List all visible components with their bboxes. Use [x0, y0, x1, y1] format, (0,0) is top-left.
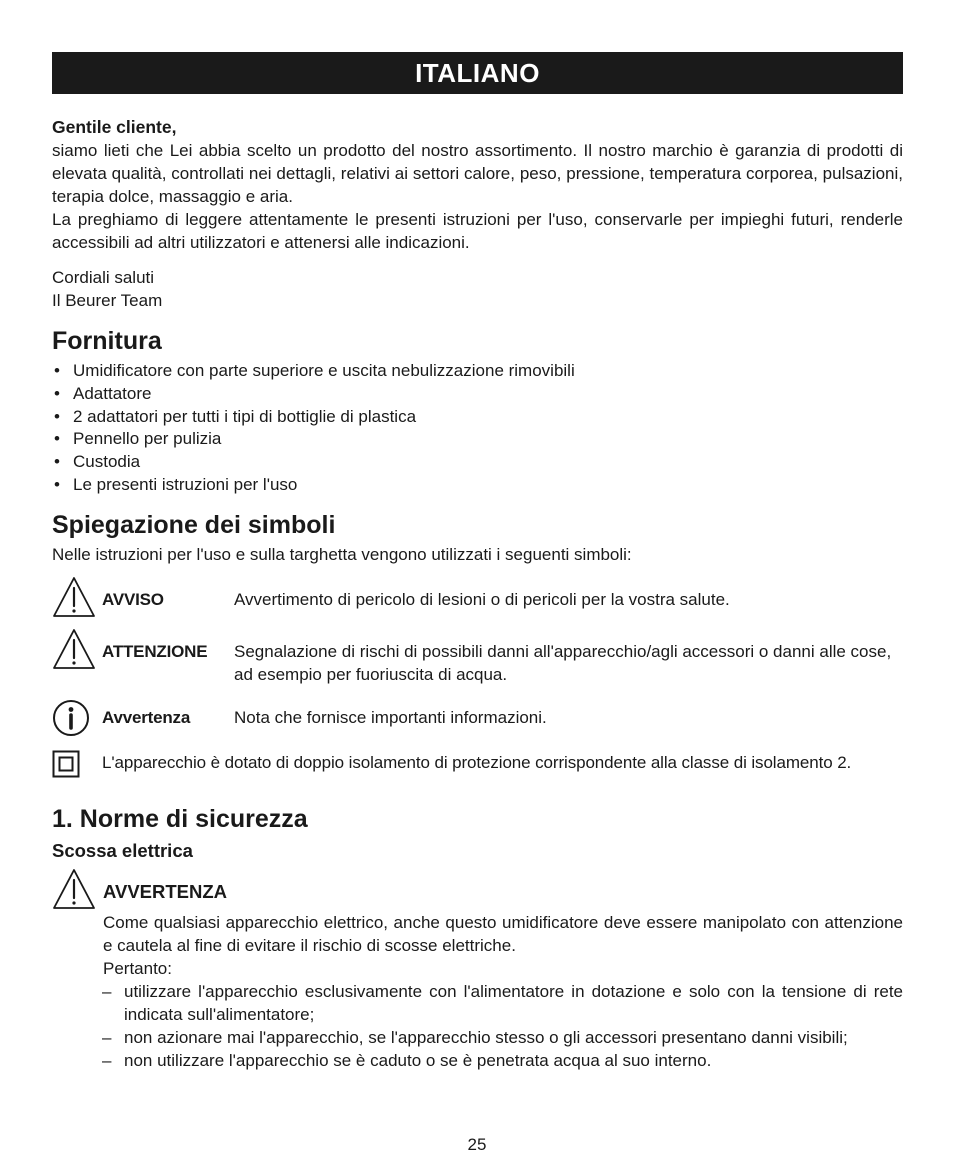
- list-item: • Umidificatore con parte superiore e uscita nebulizzazione rimovibili: [52, 360, 575, 383]
- symbol-row: [52, 628, 903, 684]
- symbol-description: Nota che fornisce importanti informazioni.: [234, 708, 547, 727]
- safety-list: [103, 980, 903, 1072]
- list-item: – non azionare mai l'apparecchio, se l'apparecchio stesso o gli accessori presentano danni visibili;: [103, 1026, 903, 1049]
- list-item: • Le presenti istruzioni per l'uso: [52, 474, 575, 497]
- symbol-row: [52, 750, 903, 800]
- symbol-row: [52, 576, 903, 626]
- list-item: – utilizzare l'apparecchio esclusivamente con l'alimentatore in dotazione e solo con la tensione di rete indicata sull'alimentatore;: [103, 980, 903, 1026]
- section-banner: [52, 52, 903, 94]
- closing-line: Cordiali saluti: [52, 268, 155, 287]
- intro-paragraph: siamo lieti che Lei abbia scelto un prodotto del nostro assortimento. Il nostro marchio è garanzia di prodotti di elevata qualità, controllati nei dettagli, relativi ai settori calore, peso, pressione, temperatura corporea, pulsazioni, terapia dolce, massaggio e aria.: [52, 141, 903, 206]
- list-item: • Custodia: [52, 451, 575, 474]
- page-number: 25: [467, 1135, 487, 1154]
- list-item: • 2 adattatori per tutti i tipi di bottiglie di plastica: [52, 406, 575, 429]
- warning-label: AVVERTENZA: [103, 881, 228, 902]
- info-circle-icon: [52, 699, 90, 742]
- warning-triangle-icon: [52, 576, 96, 623]
- list-item: • Adattatore: [52, 383, 575, 406]
- symbol-description: L'apparecchio è dotato di doppio isolamento di protezione corrispondente alla classe di isolamento 2.: [102, 753, 852, 772]
- section-heading-fornitura: Fornitura: [52, 327, 162, 355]
- closing-block: [52, 266, 903, 312]
- symbol-label: AVVISO: [102, 590, 164, 609]
- therefore-text: Pertanto:: [103, 959, 172, 978]
- subheading-scossa: Scossa elettrica: [52, 840, 193, 861]
- intro-paragraph: La preghiamo di leggere attentamente le presenti istruzioni per l'uso, conservarle per impieghi futuri, renderle accessibili ad altri utilizzatori e attenersi alle indicazioni.: [52, 210, 903, 252]
- intro-block: [52, 116, 903, 254]
- greeting: Gentile cliente,: [52, 117, 177, 137]
- section-heading-simboli: Spiegazione dei simboli: [52, 511, 336, 539]
- warning-triangle-icon: [52, 868, 96, 915]
- warning-triangle-icon: [52, 628, 96, 675]
- symbol-row: [52, 699, 903, 749]
- symbol-label: Avvertenza: [102, 708, 191, 727]
- symbol-description: Segnalazione di rischi di possibili danni all'apparecchio/agli accessori o danni alle cose, ad esempio per fuoriuscita di acqua.: [234, 642, 892, 684]
- list-item: • Pennello per pulizia: [52, 428, 575, 451]
- double-insulation-icon: [52, 750, 80, 783]
- symbols-intro: Nelle istruzioni per l'uso e sulla targhetta vengono utilizzati i seguenti simboli:: [52, 545, 632, 564]
- symbol-description: Avvertimento di pericolo di lesioni o di pericoli per la vostra salute.: [234, 590, 730, 609]
- list-item: – non utilizzare l'apparecchio se è caduto o se è penetrata acqua al suo interno.: [103, 1049, 903, 1072]
- warning-text: Come qualsiasi apparecchio elettrico, anche questo umidificatore deve essere manipolato con attenzione e cautela al fine di evitare il rischio di scosse elettriche.: [103, 913, 903, 955]
- closing-line: Il Beurer Team: [52, 291, 163, 310]
- fornitura-list: [52, 360, 575, 497]
- warning-body: [103, 911, 903, 1072]
- section-heading-sicurezza: 1. Norme di sicurezza: [52, 805, 308, 833]
- symbol-label: ATTENZIONE: [102, 642, 208, 661]
- banner-title: ITALIANO: [415, 58, 540, 88]
